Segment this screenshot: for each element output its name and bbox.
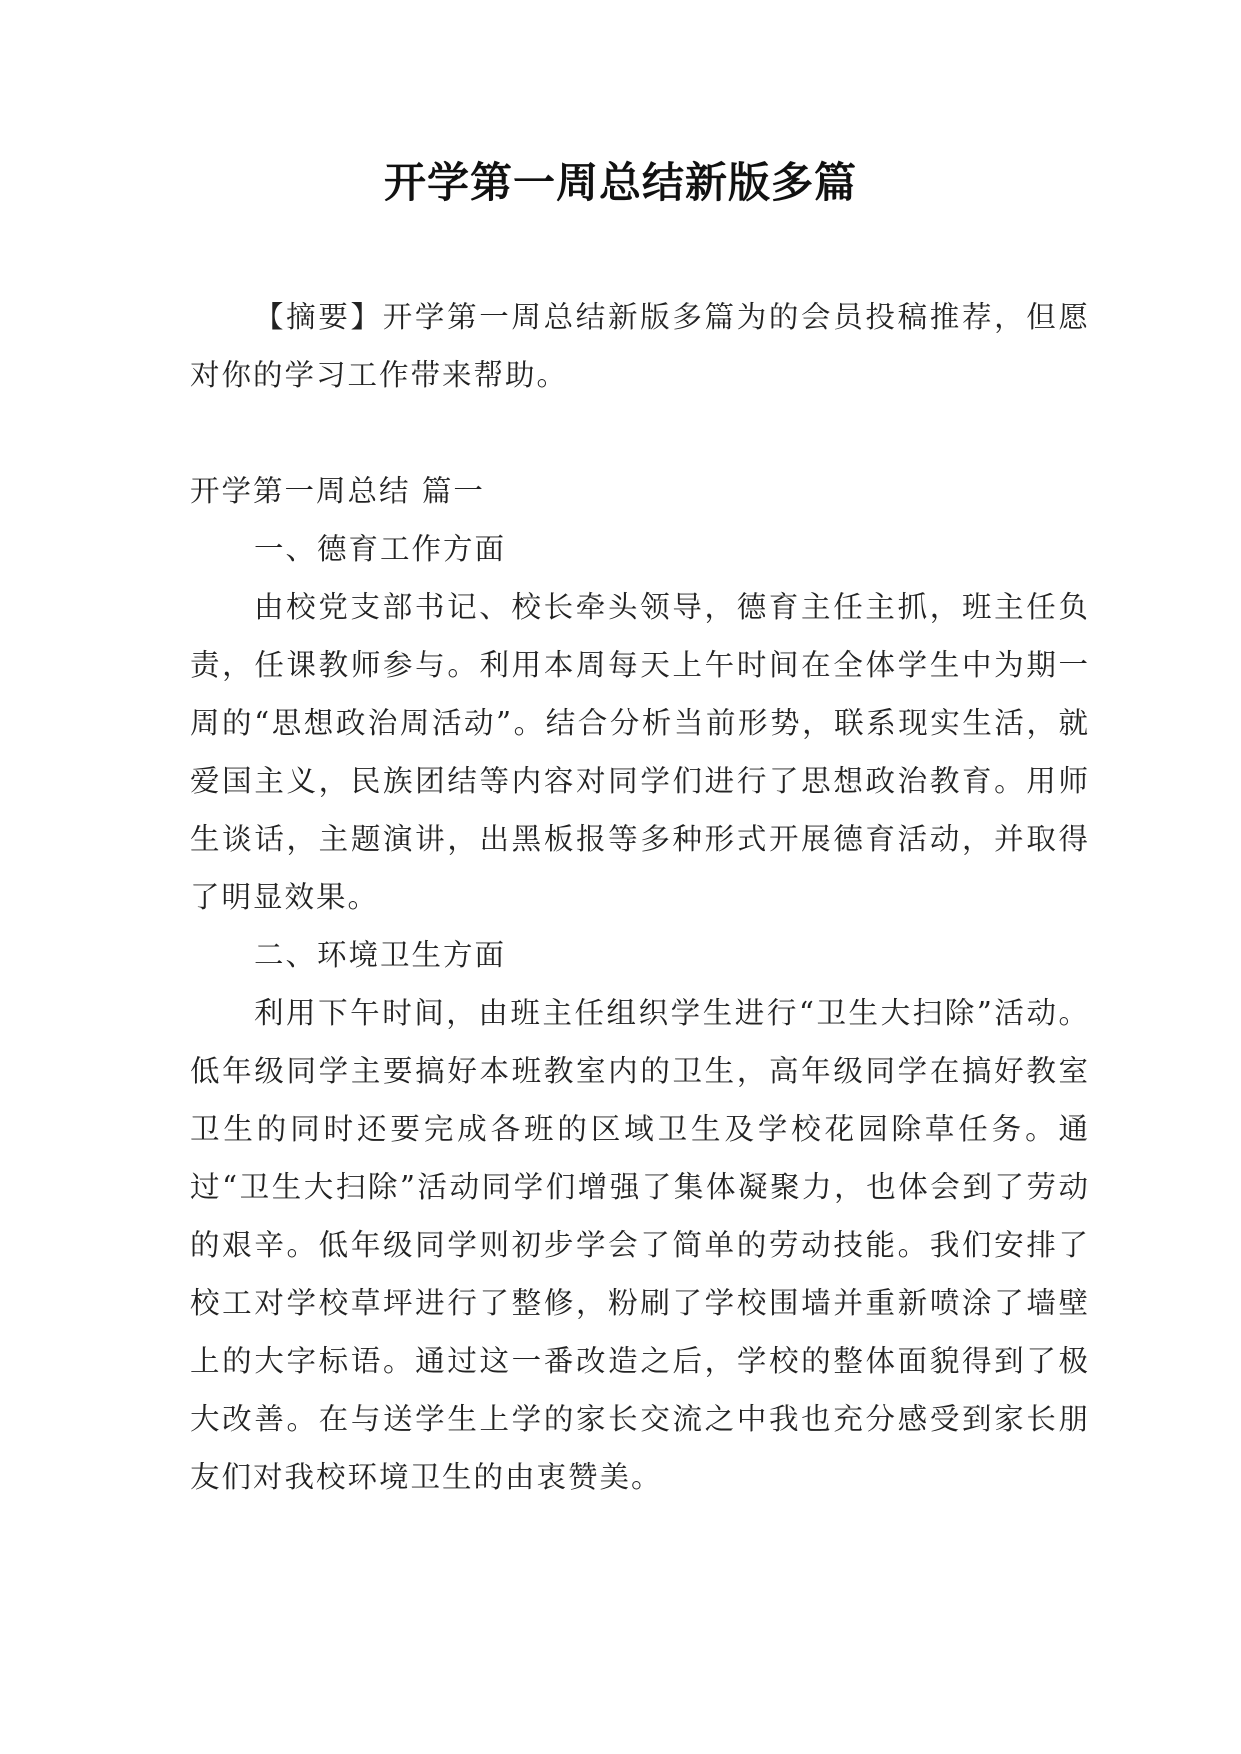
document-body: [190, 462, 1090, 1506]
abstract-paragraph: 【摘要】开学第一周总结新版多篇为的会员投稿推荐，但愿对你的学习工作带来帮助。: [190, 300, 1090, 392]
paragraph-environment-hygiene: 利用下午时间，由班主任组织学生进行“卫生大扫除”活动。低年级同学主要搞好本班教室内的卫生，高年级同学在搞好教室卫生的同时还要完成各班的区域卫生及学校花园除草任务。通过“卫生大扫除”活动同学们增强了集体凝聚力，也体会到了劳动的艰辛。低年级同学则初步学会了简单的劳动技能。我们安排了校工对学校草坪进行了整修，粉刷了学校围墙并重新喷涂了墙壁上的大字标语。通过这一番改造之后，学校的整体面貌得到了极大改善。在与送学生上学的家长交流之中我也充分感受到家长朋友们对我校环境卫生的由衷赞美。: [190, 996, 1090, 1494]
section-heading-part-one: 开学第一周总结 篇一: [190, 474, 485, 508]
document-title: 开学第一周总结新版多篇: [383, 158, 857, 207]
subsection-heading-moral-education: 一、德育工作方面: [254, 532, 507, 566]
paragraph-moral-education: 由校党支部书记、校长牵头领导，德育主任主抓，班主任负责，任课教师参与。利用本周每天上午时间在全体学生中为期一周的“思想政治周活动”。结合分析当前形势，联系现实生活，就爱国主义，民族团结等内容对同学们进行了思想政治教育。用师生谈话，主题演讲，出黑板报等多种形式开展德育活动，并取得了明显效果。: [190, 590, 1090, 914]
subsection-heading-environment-hygiene: 二、环境卫生方面: [254, 938, 507, 972]
